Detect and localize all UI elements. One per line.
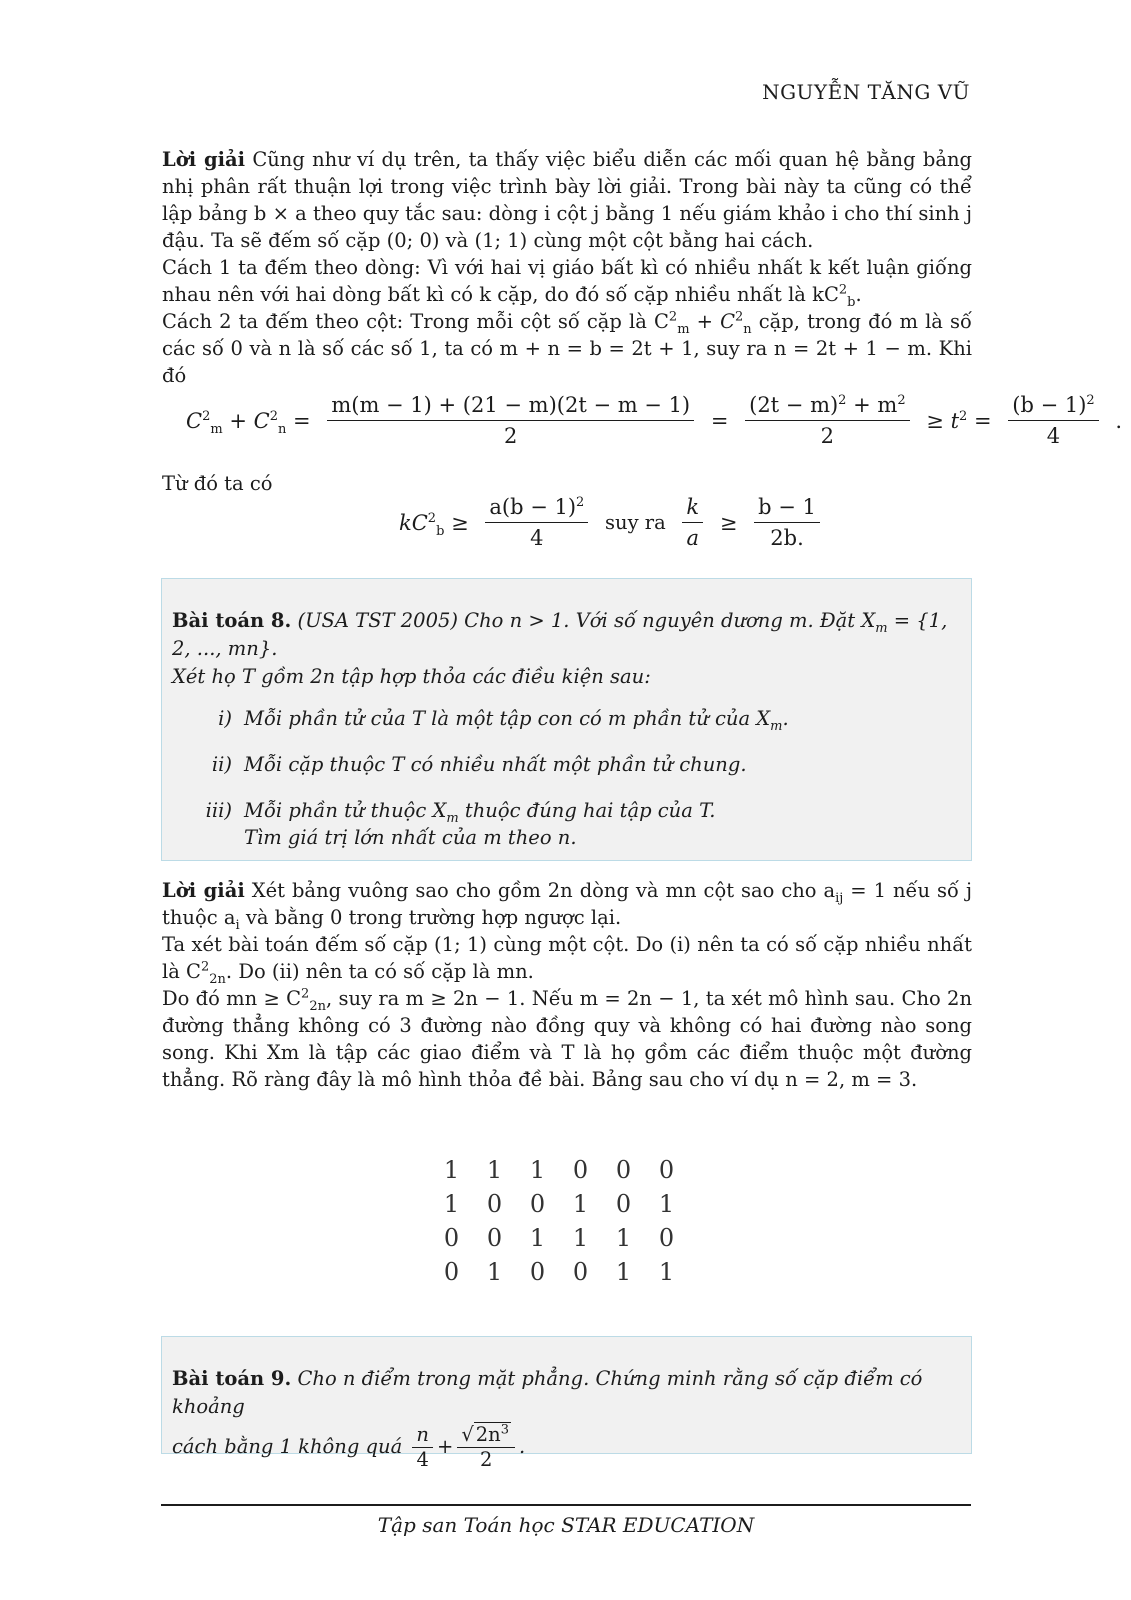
matrix-cell: 0 — [529, 1190, 546, 1218]
matrix-row — [430, 1255, 688, 1289]
matrix-cell: 0 — [443, 1258, 460, 1286]
solution-1 — [162, 146, 972, 389]
solution-2-text-b: = 1 nếu số j thuộc a — [162, 879, 972, 929]
solution-2 — [162, 877, 972, 1093]
matrix-cell: 0 — [486, 1224, 503, 1252]
solution-1-paragraph-2: Cách 1 ta đếm theo dòng: Vì với hai vị giáo bất kì có nhiều nhất k kết luận giống nhau nên với hai dòng bất kì có k cặp, do đó số cặp nhiều nhất là $kC^2_b$. — [162, 256, 972, 310]
formula-numerator-3: (b − 1) — [1012, 393, 1087, 417]
formula2-denominator-2: 2b. — [770, 526, 804, 550]
solution-2-text-d: Ta xét bài toán đếm số cặp (1; 1) cùng một cột. Do (i) nên ta có số cặp nhiều nhất là C — [162, 933, 972, 983]
formula-denominator-1: 2 — [504, 424, 518, 448]
solution-2-text-a: Xét bảng vuông sao cho gồm 2n dòng và mn cột sao cho a — [251, 879, 836, 902]
matrix-cell: 1 — [529, 1156, 546, 1184]
problem-8-box — [161, 578, 972, 861]
matrix-cell: 1 — [572, 1190, 589, 1218]
formula2-numerator-2: b − 1 — [754, 492, 820, 523]
method-2-text-a: Cách 2 ta đếm theo cột: Trong mỗi cột số cặp là C — [162, 310, 669, 333]
problem-9-line-2: cách bằng 1 không quá $\frac{n}{4}$ + $\frac{√ 2n^3}{2}$ . — [172, 1422, 526, 1471]
condition-ii — [182, 753, 747, 776]
formula2-numerator: a(b − 1) — [489, 495, 577, 519]
condition-iii: iii) Mỗi phần tử thuộc $X_m$ thuộc đúng hai tập của T. — [182, 799, 715, 822]
header-author: NGUYỄN TĂNG VŨ — [762, 80, 970, 104]
matrix-row — [430, 1187, 688, 1221]
footer-journal-title: Tập san Toán học STAR EDUCATION — [377, 1513, 755, 1537]
formula2-connector: suy ra — [605, 511, 666, 534]
matrix-cell: 1 — [615, 1224, 632, 1252]
problem-8-text-1: (USA TST 2005) Cho n > 1. Với số nguyên dương m. Đặt X — [297, 609, 876, 632]
condition-text-tail: thuộc đúng hai tập của T. — [458, 799, 716, 822]
condition-text: Mỗi cặp thuộc T có nhiều nhất một phần tử chung. — [244, 753, 747, 776]
condition-label: i) — [218, 707, 232, 730]
solution-2-paragraph-1: Lời giải Xét bảng vuông sao cho gồm 2n dòng và mn cột sao cho $a_{ij} = 1$ nếu số j thuộc $a_i$ và bằng 0 trong trường hợp ngược lại. — [162, 879, 972, 933]
condition-text: Mỗi phần tử thuộc X — [244, 799, 447, 822]
formula-numerator-1: m(m − 1) + (21 − m)(2t − m − 1) — [327, 390, 694, 421]
formula-numerator-2: (2t − m) — [749, 393, 839, 417]
matrix-cell: 0 — [572, 1258, 589, 1286]
matrix-cell: 1 — [486, 1258, 503, 1286]
solution-1-paragraph-1 — [162, 146, 972, 254]
formula2-a: a — [686, 526, 700, 550]
matrix-cell: 0 — [615, 1190, 632, 1218]
matrix-cell: 0 — [443, 1224, 460, 1252]
matrix-cell: 1 — [529, 1224, 546, 1252]
condition-label: iii) — [205, 799, 232, 822]
solution-1-text: Cũng như ví dụ trên, ta thấy việc biểu diễn các mối quan hệ bằng bảng nhị phân rất thuận lợi trong việc trình bày lời giải. Trong bài này ta cũng có thể lập bảng b × a theo quy tắc sau: dòng i cột j bằng 1 nếu giám khảo i cho thí sinh j đậu. Ta sẽ đếm số cặp (0; 0) và (1; 1) cùng một cột bằng hai cách. — [162, 148, 972, 252]
formula2-denominator: 4 — [530, 526, 544, 550]
solution-2-text-g: , suy ra m ≥ 2n − 1. Nếu m = 2n − 1, ta xét mô hình sau. Cho 2n đường thẳng không có 3 đường nào đồng quy và không có hai đường nào song song. Khi Xm là tập các giao điểm và T là họ gồm các điểm thuộc một đường thẳng. Rõ ràng đây là mô hình thỏa đề bài. Bảng sau cho ví dụ n = 2, m = 3. — [162, 987, 972, 1091]
solution-2-text-e: . Do (ii) nên ta có số cặp là mn. — [225, 960, 534, 983]
therefore-text: Từ đó ta có — [162, 472, 273, 495]
matrix-cell: 0 — [486, 1190, 503, 1218]
matrix-cell: 1 — [443, 1156, 460, 1184]
matrix-cell: 0 — [658, 1156, 675, 1184]
matrix-cell: 1 — [658, 1190, 675, 1218]
condition-label: ii) — [211, 753, 232, 776]
matrix-cell: 1 — [658, 1258, 675, 1286]
solution-2-paragraph-2: Ta xét bài toán đếm số cặp (1; 1) cùng một cột. Do (i) nên ta có số cặp nhiều nhất là $C^2_{2n}$. Do (ii) nên ta có số cặp là mn. — [162, 933, 972, 987]
method-2-text-b: cặp, trong đó m là số các số 0 và n là số các số 1, ta có m + n = b = 2t + 1, suy ra n = 2t + 1 − m. Khi đó — [162, 310, 972, 387]
problem-9-text-2: cách bằng 1 không quá — [172, 1435, 403, 1458]
matrix-cell: 0 — [615, 1156, 632, 1184]
example-matrix — [430, 1153, 688, 1289]
condition-text: Mỗi phần tử của T là một tập con có m phần tử của X — [244, 707, 771, 730]
display-formula-1: $C^2_m + C^2_n$ = $\frac{m(m - 1) + (21 - m)(2t - m - 1)}{2}$ = $\frac{(2t - m)^2 + m^2}{2}$ ≥ $t^2$ = $\frac{(b - 1)^2}{4}$ . — [180, 390, 1128, 451]
matrix-cell: 0 — [658, 1224, 675, 1252]
method-1-text: Cách 1 ta đếm theo dòng: Vì với hai vị giáo bất kì có nhiều nhất k kết luận giống nhau nên với hai dòng bất kì có k cặp, do đó số cặp nhiều nhất là kC — [162, 256, 972, 306]
display-formula-2: $kC^2_b$ ≥ $\frac{a(b - 1)^2}{4}$ suy ra $\frac{k}{a}$ ≥ $\frac{b - 1}{2b.}$ — [393, 492, 824, 553]
matrix-cell: 1 — [615, 1258, 632, 1286]
matrix-row — [430, 1153, 688, 1187]
matrix-cell: 1 — [572, 1224, 589, 1252]
p9-frac-den-2: 2 — [479, 1448, 493, 1471]
problem-8-statement: Bài toán 8. (USA TST 2005) Cho n > 1. Với số nguyên dương m. Đặt $X_m = \{1$, 2, ..., mn}. — [172, 609, 948, 660]
problem-9-title: Bài toán 9. — [172, 1367, 292, 1390]
condition-i: i) Mỗi phần tử của T là một tập con có m phần tử của $X_m$. — [182, 707, 789, 730]
problem-8-question: Tìm giá trị lớn nhất của m theo n. — [244, 826, 577, 849]
solution-2-text-c: và bằng 0 trong trường hợp ngược lại. — [239, 906, 622, 929]
problem-8-title: Bài toán 8. — [172, 609, 292, 632]
formula2-k: k — [682, 492, 703, 523]
problem-9-text-1: Cho n điểm trong mặt phẳng. Chứng minh rằng số cặp điểm có khoảng — [172, 1367, 923, 1418]
solution-1-paragraph-3: Cách 2 ta đếm theo cột: Trong mỗi cột số cặp là $C^2_m + C^2_n$ cặp, trong đó m là số các số 0 và n là số các số 1, ta có m + n = b = 2t + 1, suy ra n = 2t + 1 − m. Khi đó — [162, 309, 972, 387]
matrix-cell: 1 — [486, 1156, 503, 1184]
problem-9-box — [161, 1336, 972, 1471]
problem-9-statement — [172, 1365, 961, 1421]
problem-8-text-1b: = {1, 2, ..., mn}. — [172, 609, 948, 660]
matrix-row — [430, 1221, 688, 1255]
formula-denominator-3: 4 — [1046, 424, 1061, 448]
matrix-cell: 0 — [529, 1258, 546, 1286]
p9-frac-num: n — [412, 1423, 433, 1448]
p9-sqrt-content: 2n — [475, 1423, 501, 1446]
p9-frac-den: 4 — [416, 1448, 429, 1471]
problem-8-text-2: Xét họ T gồm 2n tập hợp thỏa các điều kiện sau: — [172, 665, 651, 688]
matrix-cell: 1 — [443, 1190, 460, 1218]
solution-lead: Lời giải — [162, 879, 245, 902]
solution-2-paragraph-3: Do đó mn ≥ $C^2_{2n}$, suy ra m ≥ 2n − 1. Nếu m = 2n − 1, ta xét mô hình sau. Cho 2n đường thẳng không có 3 đường nào đồng quy và không có hai đường nào song song. Khi Xm là tập các giao điểm và T là họ gồm các điểm thuộc một đường thẳng. Rõ ràng đây là mô hình thỏa đề bài. Bảng sau cho ví dụ n = 2, m = 3. — [162, 986, 972, 1091]
solution-lead: Lời giải — [162, 148, 246, 171]
matrix-cell: 0 — [572, 1156, 589, 1184]
solution-2-text-f: Do đó mn ≥ C — [162, 987, 302, 1010]
footer-rule — [161, 1504, 971, 1506]
